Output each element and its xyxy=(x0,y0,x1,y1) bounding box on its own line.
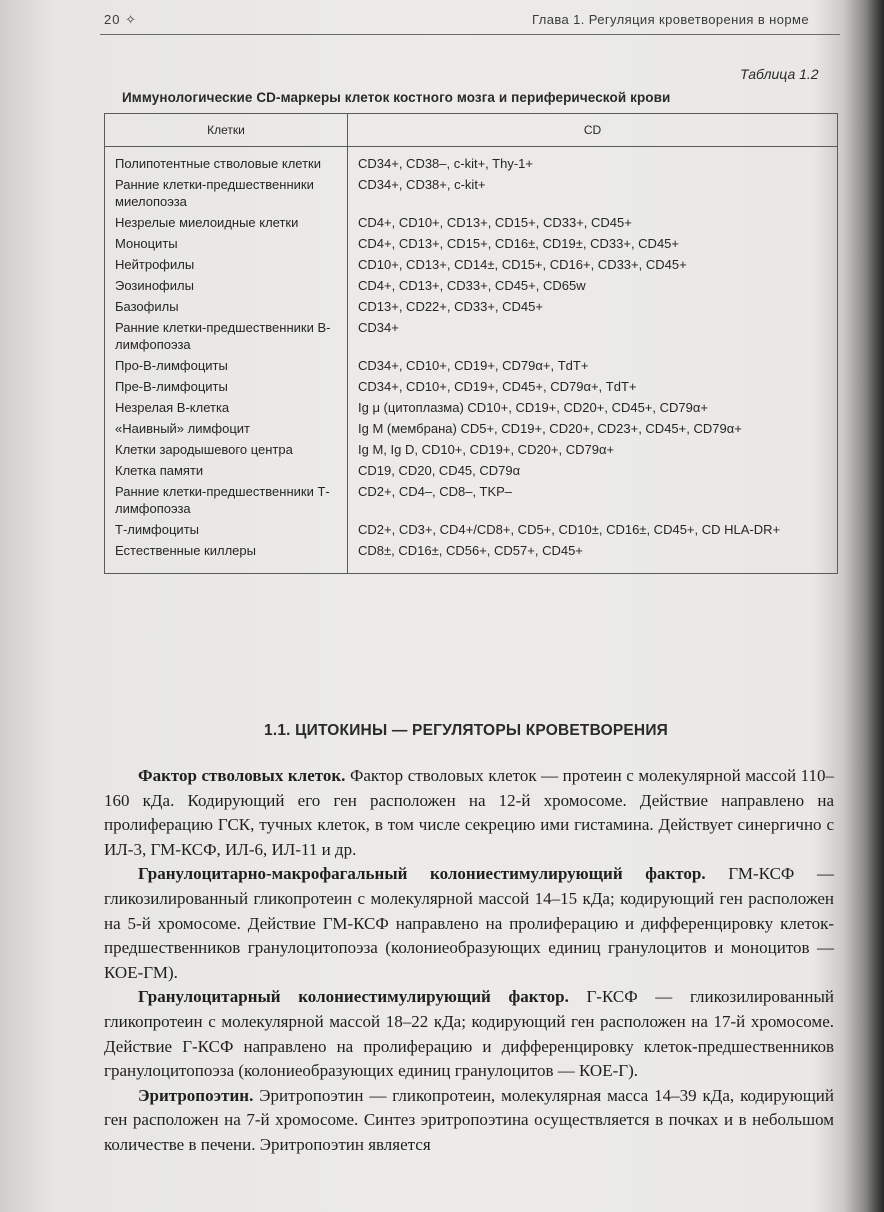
cd-markers: CD10+, CD13+, CD14±, CD15+, CD16+, CD33+, CD45+ xyxy=(348,255,838,276)
table-row xyxy=(105,377,838,398)
column-header-cells: Клетки xyxy=(105,114,348,147)
cd-markers: CD2+, CD4–, CD8–, TKP– xyxy=(348,482,838,520)
cd-markers-table xyxy=(104,113,838,574)
table-row xyxy=(105,255,838,276)
cd-markers: CD2+, CD3+, CD4+/CD8+, CD5+, CD10±, CD16±, CD45+, CD HLA-DR+ xyxy=(348,520,838,541)
cd-markers: CD13+, CD22+, CD33+, CD45+ xyxy=(348,297,838,318)
table-number: Таблица 1.2 xyxy=(740,66,819,82)
table-row xyxy=(105,520,838,541)
table-row xyxy=(105,276,838,297)
cell-type: Незрелые миелоидные клетки xyxy=(105,213,348,234)
table-row xyxy=(105,482,838,520)
page-number: 20 ✧ xyxy=(104,12,137,27)
cd-markers: CD34+, CD10+, CD19+, CD79α+, TdT+ xyxy=(348,356,838,377)
cell-type: Т-лимфоциты xyxy=(105,520,348,541)
paragraph-text: Г-КСФ — гликозилированный гликопротеин с молекулярной массой 18–22 кДа; кодирующий ген расположен на 17-й хромосоме. Действие Г-КСФ направлено на пролиферацию и дифференцировку клеток-предшественников гранулоцитопоэза (колониеобразующих единиц гранулоцитов — КОЕ-Г). xyxy=(104,987,834,1081)
cd-markers: CD19, CD20, CD45, CD79α xyxy=(348,461,838,482)
cell-type: Незрелая В-клетка xyxy=(105,398,348,419)
table-row xyxy=(105,356,838,377)
cd-markers: CD4+, CD13+, CD15+, CD16±, CD19±, CD33+, CD45+ xyxy=(348,234,838,255)
paragraph xyxy=(104,862,834,985)
cell-type: Пре-В-лимфоциты xyxy=(105,377,348,398)
cell-type: Клетка памяти xyxy=(105,461,348,482)
cd-markers: Ig M (мембрана) CD5+, CD19+, CD20+, CD23+, CD45+, CD79α+ xyxy=(348,419,838,440)
table-header-row xyxy=(105,114,838,147)
cell-type: «Наивный» лимфоцит xyxy=(105,419,348,440)
table-row xyxy=(105,419,838,440)
cd-markers: CD4+, CD10+, CD13+, CD15+, CD33+, CD45+ xyxy=(348,213,838,234)
table-row xyxy=(105,318,838,356)
cell-type: Клетки зародышевого центра xyxy=(105,440,348,461)
paragraph-term: Фактор стволовых клеток. xyxy=(138,766,346,785)
cell-type: Полипотентные стволовые клетки xyxy=(105,147,348,176)
cd-markers: CD34+, CD10+, CD19+, CD45+, CD79α+, TdT+ xyxy=(348,377,838,398)
cell-type: Нейтрофилы xyxy=(105,255,348,276)
paragraph xyxy=(104,985,834,1083)
table-row xyxy=(105,147,838,176)
cd-markers: CD4+, CD13+, CD33+, CD45+, CD65w xyxy=(348,276,838,297)
cell-type: Ранние клетки-предшественники Т-лимфопоэза xyxy=(105,482,348,520)
paragraph-text: Фактор стволовых клеток — протеин с молекулярной массой 110–160 кДа. Кодирующий его ген расположен на 12-й хромосоме. Действие направлено на пролиферацию ГСК, тучных клеток, в том числе секрецию ими гистамина. Действует синергично с ИЛ-3, ГМ-КСФ, ИЛ-6, ИЛ-11 и др. xyxy=(104,766,834,859)
cell-type: Ранние клетки-предшественники миелопоэза xyxy=(105,175,348,213)
paragraph xyxy=(104,1084,834,1158)
cd-markers: CD34+ xyxy=(348,318,838,356)
table-row xyxy=(105,461,838,482)
cd-markers: CD8±, CD16±, CD56+, CD57+, CD45+ xyxy=(348,541,838,574)
cell-type: Моноциты xyxy=(105,234,348,255)
column-header-cd: CD xyxy=(348,114,838,147)
cd-markers: CD34+, CD38–, c-kit+, Thy-1+ xyxy=(348,147,838,176)
table-row xyxy=(105,398,838,419)
paragraph-term: Гранулоцитарный колониестимулирующий фактор. xyxy=(138,987,569,1007)
paragraph-term: Гранулоцитарно-макрофагальный колониестимулирующий фактор. xyxy=(138,864,706,884)
table-row xyxy=(105,297,838,318)
table-row xyxy=(105,541,838,574)
paragraph-term: Эритропоэтин. xyxy=(138,1085,254,1105)
chapter-title: Глава 1. Регуляция кроветворения в норме xyxy=(532,12,809,27)
binding-shadow xyxy=(844,0,884,1212)
cell-type: Базофилы xyxy=(105,297,348,318)
cd-markers: Ig M, Ig D, CD10+, CD19+, CD20+, CD79α+ xyxy=(348,440,838,461)
table-row xyxy=(105,175,838,213)
body-text xyxy=(104,764,834,1158)
cd-markers: Ig μ (цитоплазма) CD10+, CD19+, CD20+, CD45+, CD79α+ xyxy=(348,398,838,419)
cd-markers: CD34+, CD38+, c-kit+ xyxy=(348,175,838,213)
table-row xyxy=(105,213,838,234)
cell-type: Про-В-лимфоциты xyxy=(105,356,348,377)
table-title: Иммунологические CD-маркеры клеток костного мозга и периферической крови xyxy=(122,90,671,105)
paragraph-text: Эритропоэтин — гликопротеин, молекулярная масса 14–39 кДа, кодирующий ген расположен на 7-й хромосоме. Синтез эритропоэтина осуществляется в почках и в небольшом количестве в печени. Эритропоэтин является xyxy=(104,1085,834,1154)
cell-type: Ранние клетки-предшественники В-лимфопоэза xyxy=(105,318,348,356)
running-head xyxy=(0,8,884,34)
table-row xyxy=(105,440,838,461)
section-heading: 1.1. ЦИТОКИНЫ — РЕГУЛЯТОРЫ КРОВЕТВОРЕНИЯ xyxy=(264,722,668,739)
table-row xyxy=(105,234,838,255)
paragraph xyxy=(104,764,834,862)
table-body xyxy=(105,147,838,574)
paragraph-text: ГМ-КСФ — гликозилированный гликопротеин с молекулярной массой 14–15 кДа; кодирующий ген расположен на 5-й хромосоме. Действие ГМ-КСФ направлено на пролиферацию и дифференцировку клеток-предшественников гранулоцитопоэза (колониеобразующих единиц гранулоцитов и моноцитов — КОЕ-ГМ). xyxy=(104,864,834,982)
cell-type: Эозинофилы xyxy=(105,276,348,297)
header-rule xyxy=(100,34,840,35)
cell-type: Естественные киллеры xyxy=(105,541,348,574)
